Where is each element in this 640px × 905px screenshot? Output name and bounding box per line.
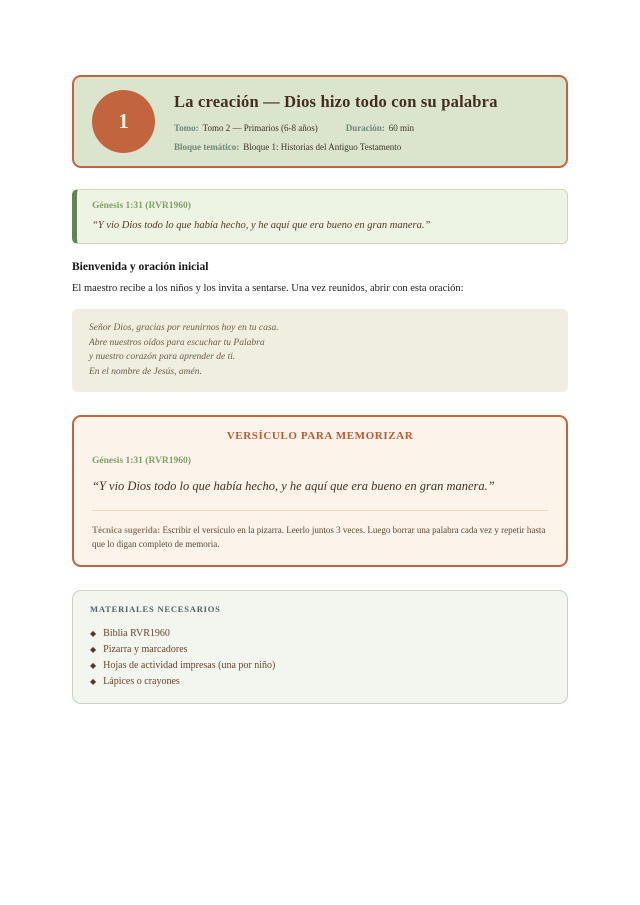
material-item — [90, 658, 550, 674]
lesson-number: 1 — [118, 109, 129, 133]
scripture-reference: Génesis 1:31 (RVR1960) — [92, 201, 191, 211]
tomo-label: Tomo: — [174, 122, 199, 133]
lesson-meta-row-1 — [174, 123, 548, 133]
lesson-title: La creación — Dios hizo todo con su palabra — [174, 91, 498, 111]
lesson-meta-row-2 — [174, 142, 548, 152]
prayer-line: En el nombre de Jesús, amén. — [89, 367, 202, 378]
material-item-label: Lápices o crayones — [103, 676, 180, 688]
technique-text: Escribir el versículo en la pizarra. Leerlo juntos 3 veces. Luego borrar una palabra cada vez y repetir hasta que lo digan completo de memoria. — [92, 524, 546, 550]
diamond-bullet-icon: ◆ — [90, 644, 97, 654]
duracion-value: 60 min — [388, 122, 415, 133]
diamond-bullet-icon: ◆ — [90, 677, 97, 687]
memory-verse-title: VERSÍCULO PARA MEMORIZAR — [226, 429, 414, 442]
lesson-header-card — [72, 75, 568, 168]
materials-card — [72, 590, 568, 705]
tomo-value: Tomo 2 — Primarios (6-8 años) — [202, 122, 318, 133]
prayer-box — [72, 309, 568, 392]
welcome-paragraph: El maestro recibe a los niños y los invita a sentarse. Una vez reunidos, abrir con esta oración: — [72, 283, 464, 294]
verse-divider — [92, 510, 548, 511]
material-item-label: Pizarra y marcadores — [103, 643, 188, 655]
technique-label: Técnica sugerida: — [92, 524, 161, 535]
prayer-line: y nuestro corazón para aprender de ti. — [89, 352, 236, 363]
material-item-label: Hojas de actividad impresas (una por niño) — [103, 660, 276, 672]
material-item — [90, 674, 550, 690]
welcome-heading: Bienvenida y oración inicial — [72, 261, 209, 273]
memory-verse-quote: “Y vio Dios todo lo que había hecho, y he aquí que era bueno en gran manera.” — [92, 478, 495, 493]
prayer-line: Abre nuestros oídos para escuchar tu Palabra — [89, 337, 265, 348]
scripture-callout — [72, 189, 568, 244]
bloque-value: Bloque 1: Historias del Antiguo Testamento — [243, 141, 402, 152]
material-item — [90, 626, 550, 642]
lesson-number-badge — [92, 90, 155, 153]
material-item — [90, 642, 550, 658]
diamond-bullet-icon: ◆ — [90, 628, 97, 638]
bloque-label: Bloque temático: — [174, 141, 240, 152]
prayer-line: Señor Dios, gracias por reunirnos hoy en tu casa. — [89, 323, 279, 333]
technique-note — [92, 523, 548, 552]
materials-heading: MATERIALES NECESARIOS — [90, 603, 221, 614]
material-item-label: Biblia RVR1960 — [103, 627, 170, 639]
lesson-header-content — [174, 92, 548, 152]
memory-verse-reference: Génesis 1:31 (RVR1960) — [92, 455, 191, 466]
duracion-label: Duración: — [345, 122, 385, 133]
scripture-quote: “Y vio Dios todo lo que había hecho, y he aquí que era bueno en gran manera.” — [92, 220, 431, 231]
materials-list — [90, 626, 550, 691]
memory-verse-card — [72, 415, 568, 567]
diamond-bullet-icon: ◆ — [90, 661, 97, 671]
